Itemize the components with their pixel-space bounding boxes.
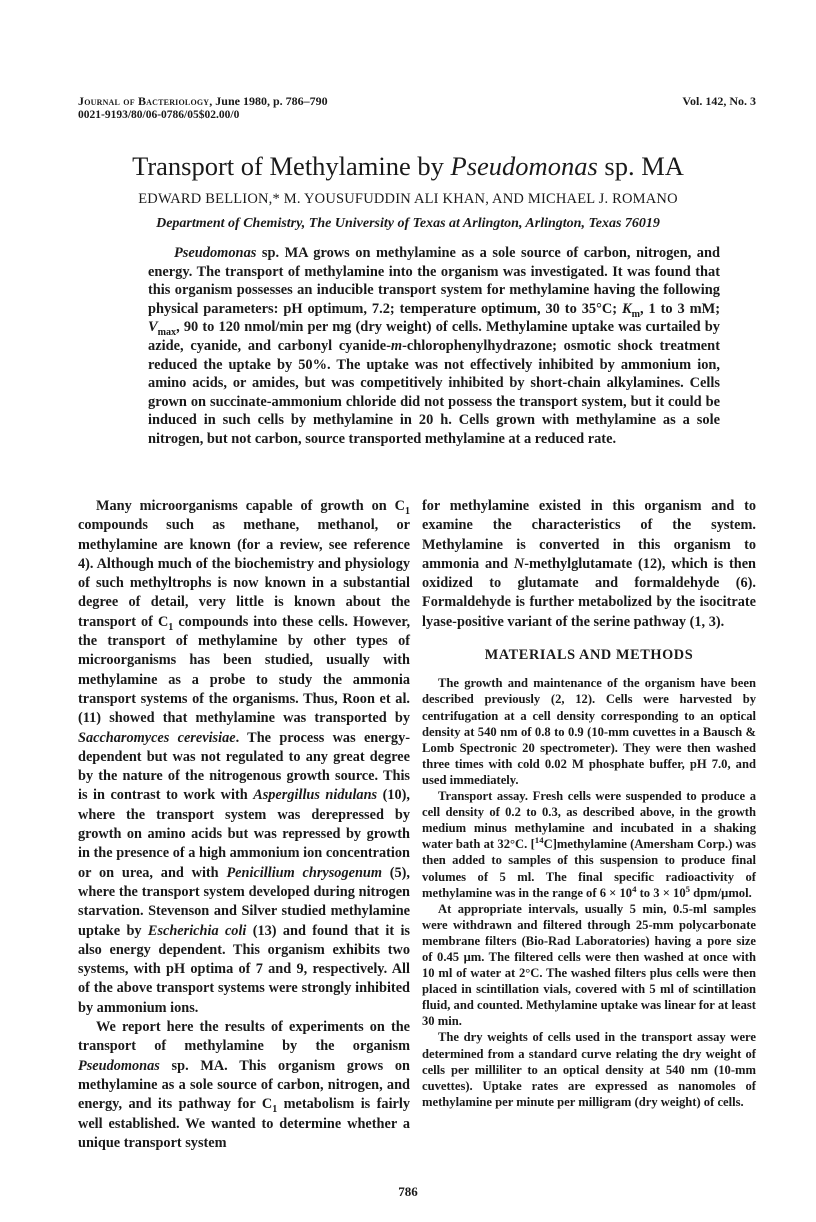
right-column: [422, 497, 756, 1110]
intro-paragraph-1: Many microorganisms capable of growth on $C_1$ compounds such as methane, methanol, or methylamine are known (for a review, see reference 4). Although much of the biochemistry and physiology of such methyltrophs is now known in a substantial degree of detail, very little is known about the transport of $C_1$ compounds into these cells. However, the transport of methylamine by other types of microorganisms has been studied, usually with methylamine as a probe to study the ammonia transport systems of the organisms. Thus, Roon et al. (11) showed that methylamine was transported by Saccharomyces cerevisiae. The process was energy-dependent but was not regulated to any great degree by the nature of the nitrogenous growth source. This is in contrast to work with Aspergillus nidulans (10), where the transport system was derepressed by growth on amino acids but was repressed by growth in the presence of a high ammonium ion concentration or on urea, and with Penicillium chrysogenum (5), where the transport system developed during nitrogen starvation. Stevenson and Silver studied methylamine uptake by Escherichia coli (13) and found that it is also energy dependent. This organism exhibits two systems, with pH optima of 7 and 9, respectively. All of the above transport systems were strongly inhibited by ammonium ions.: [78, 498, 411, 1016]
intro-paragraph-2: We report here the results of experiments on the transport of methylamine by the organism Pseudomonas sp. MA. This organism grows on methylamine as a sole source of carbon, nitrogen, and energy, and its pathway for $C_1$ metabolism is fairly well established. We wanted to determine whether a unique transport system: [78, 1019, 411, 1151]
journal-name: Journal of Bacteriology: [78, 94, 210, 108]
issue-info: , June 1980, p. 786–790: [209, 94, 328, 108]
affiliation: Department of Chemistry, The University of Texas at Arlington, Arlington, Texas 76019: [156, 216, 660, 231]
methods-paragraph-3: At appropriate intervals, usually 5 min, 0.5-ml samples were withdrawn and filtered through 25-mm polycarbonate membrane filters (Bio-Rad Laboratories) having a pore size of 0.45 μm. The filtered cells were then washed at once with 10 ml of water at 2°C. The washed filters plus cells were then placed in scintillation vials, covered with 5 ml of scintillation fluid, and counted. Methylamine uptake was linear for at least 30 min.: [422, 901, 756, 1029]
article-code: 0021-9193/80/06-0786/05$02.00/0: [78, 109, 240, 121]
intro-continuation: for methylamine existed in this organism and to examine the characteristics of the system. Methylamine is converted in this organism to ammonia and N-methylglutamate (12), which is then oxidized to glutamate and formaldehyde (6). Formaldehyde is further metabolized by the isocitrate lyase-positive variant of the serine pathway (1, 3).: [422, 498, 756, 630]
methods-paragraph-4: The dry weights of cells used in the transport assay were determined from a standard curve relating the dry weight of cells per milliliter to an optical density at 540 nm (10-mm cuvettes). Uptake rates are expressed as nanomoles of methylamine per minute per milligram (dry weight) of cells.: [422, 1030, 756, 1109]
methods-paragraph-1: The growth and maintenance of the organism have been described previously (2, 12). Cells were harvested by centrifugation at a cell density corresponding to an optical density at 540 nm of 0.8 to 0.9 (10-mm cuvettes in a Bausch & Lomb Spectronic 20 spectrometer). They were then washed three times with cold 0.02 M phosphate buffer, pH 7.0, and used immediately.: [422, 676, 756, 787]
running-header: [78, 94, 328, 122]
page-number: 786: [398, 1184, 418, 1199]
article-title: Transport of Methylamine by Pseudomonas sp. MA: [132, 151, 684, 181]
methods-body: [422, 675, 756, 1110]
methods-paragraph-2: Transport assay. Fresh cells were suspended to produce a cell density of 0.2 to 0.3, as described above, in the growth medium minus methylamine and incubated in a shaking water bath at 32°C. [$^{14}$C]methylamine (Amersham Corp.) was then added to samples of this suspension to produce final volumes of 5 ml. The final specific radioactivity of methylamine was in the range of $6 \times 10^4$ to $3 \times 10^5$ dpm/μmol.: [422, 789, 756, 900]
abstract: Pseudomonas sp. MA grows on methylamine as a sole source of carbon, nitrogen, and energy. The transport of methylamine into the organism was investigated. It was found that this organism possesses an inducible transport system for methylamine having the following physical parameters: pH optimum, 7.2; temperature optimum, 30 to 35°C; $K_m$, 1 to 3 mM; $V_{max}$, 90 to 120 nmol/min per mg (dry weight) of cells. Methylamine uptake was curtailed by azide, cyanide, and carbonyl cyanide-m-chlorophenylhydrazone; osmotic shock treatment reduced the uptake by 50%. The uptake was not effectively inhibited by ammonium ion, amino acids, or amides, but was competitively inhibited by short-chain alkylamines. Cells grown on succinate-ammonium chloride did not possess the transport system, but it could be induced in such cells by methylamine in 20 h. Cells grown with methylamine as a sole nitrogen, but not carbon, source transported methylamine at a reduced rate.: [148, 245, 720, 447]
section-heading: MATERIALS AND METHODS: [484, 647, 694, 664]
left-column: [78, 497, 410, 1153]
volume-info: Vol. 142, No. 3: [682, 94, 756, 108]
author-list: EDWARD BELLION,* M. YOUSUFUDDIN ALI KHAN, AND MICHAEL J. ROMANO: [138, 191, 678, 207]
